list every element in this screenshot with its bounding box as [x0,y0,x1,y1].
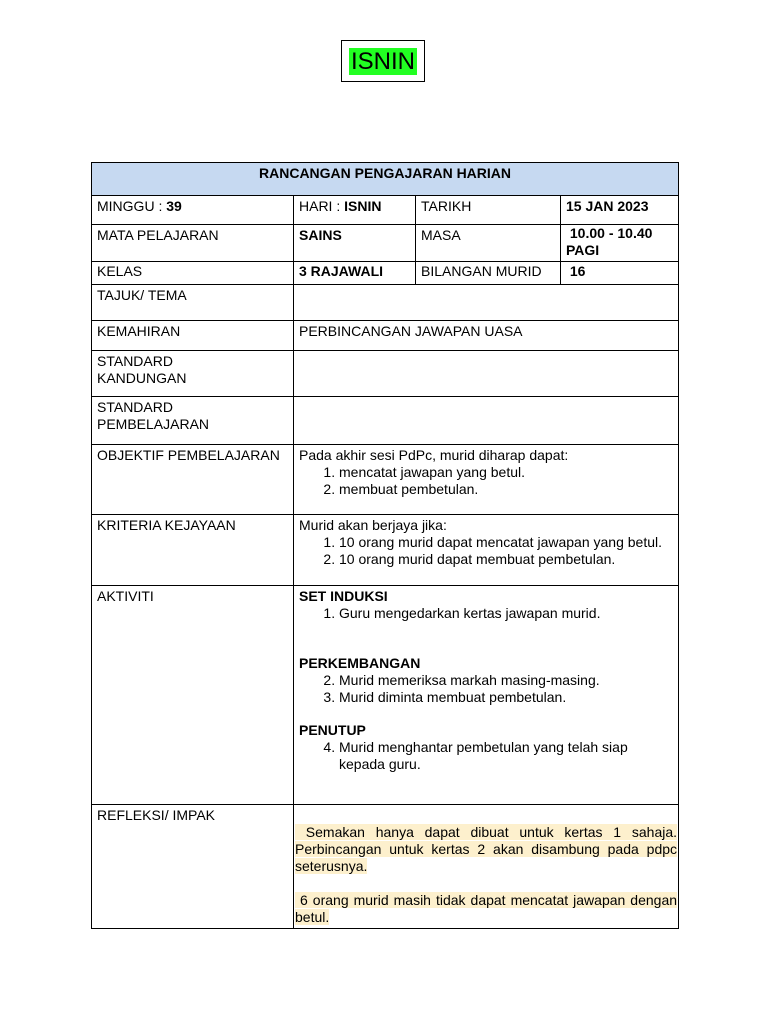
row-kelas [92,262,679,285]
refleksi-label: REFLEKSI/ IMPAK [92,805,294,929]
perkembangan-title: PERKEMBANGAN [299,655,421,671]
row-objektif [92,445,679,515]
day-title-box [341,40,425,82]
row-kemahiran [92,321,679,351]
sk-label-line-1: STANDARD [97,353,173,369]
aktiviti-label: AKTIVITI [92,586,294,805]
kriteria-intro: Murid akan berjaya jika: [299,517,447,533]
objektif-content [294,445,679,515]
kemahiran-value: PERBINCANGAN JAWAPAN UASA [294,321,679,351]
objektif-label: OBJEKTIF PEMBELAJARAN [92,445,294,515]
table-title: RANCANGAN PENGAJARAN HARIAN [92,163,679,196]
kriteria-content [294,515,679,586]
list-item: 2. 10 orang murid dapat membuat pembetulan. [339,551,673,568]
penutup-list [299,739,673,773]
refleksi-text-1: Semakan hanya dapat dibuat untuk kertas 1 sahaja. Perbincangan untuk kertas 2 akan disambung pada pdpc seterusnya. [295,824,678,874]
list-item: 1. 10 orang murid dapat mencatat jawapan yang betul. [339,534,673,551]
tarikh-label: TARIKH [416,196,561,225]
penutup-title: PENUTUP [299,722,366,738]
row-minggu [92,196,679,225]
list-item: 1. mencatat jawapan yang betul. [339,464,673,481]
bilangan-number: 16 [569,263,586,279]
kriteria-label: KRITERIA KEJAYAAN [92,515,294,586]
sk-label [92,351,294,397]
perkembangan-list [299,672,673,706]
sp-label: STANDARD PEMBELAJARAN [92,397,294,445]
masa-label: MASA [416,225,561,262]
objektif-list [299,464,673,498]
list-item: 4. Murid menghantar pembetulan yang telah siap kepada guru. [339,739,673,773]
sk-label-line-2: KANDUNGAN [97,370,187,386]
row-aktiviti [92,586,679,805]
minggu-cell [92,196,294,225]
hari-cell [294,196,416,225]
bilangan-label: BILANGAN MURID [416,262,561,285]
kelas-label: KELAS [92,262,294,285]
lesson-plan-table [91,162,679,929]
masa-period: PAGI [566,242,600,258]
set-induksi-title: SET INDUKSI [299,588,388,604]
minggu-value: 39 [166,198,182,214]
mapel-value: SAINS [294,225,416,262]
masa-value [561,225,679,262]
aktiviti-content [294,586,679,805]
kriteria-list [299,534,673,568]
hari-label: HARI : [299,198,345,214]
refleksi-paragraph-2 [295,892,677,926]
header-row [92,163,679,196]
row-refleksi [92,805,679,929]
kelas-value: 3 RAJAWALI [294,262,416,285]
list-item: 2. Murid memeriksa markah masing-masing. [339,672,673,689]
list-item: 2. membuat pembetulan. [339,481,673,498]
list-item: 3. Murid diminta membuat pembetulan. [339,689,673,706]
refleksi-text-2: 6 orang murid masih tidak dapat mencatat jawapan dengan betul. [295,892,678,925]
sp-value [294,397,679,445]
minggu-label: MINGGU : [97,198,167,214]
bilangan-value [561,262,679,285]
row-standard-kandungan [92,351,679,397]
list-item: 1. Guru mengedarkan kertas jawapan murid. [339,605,673,622]
tajuk-value [294,285,679,321]
objektif-intro: Pada akhir sesi PdPc, murid diharap dapat: [299,447,569,463]
tarikh-value: 15 JAN 2023 [561,196,679,225]
kemahiran-label: KEMAHIRAN [92,321,294,351]
mapel-label: MATA PELAJARAN [92,225,294,262]
day-title: ISNIN [350,47,415,75]
hari-value: ISNIN [344,198,382,214]
masa-time: 10.00 - 10.40 [569,225,653,241]
row-mata-pelajaran [92,225,679,262]
tajuk-label: TAJUK/ TEMA [92,285,294,321]
row-kriteria [92,515,679,586]
set-induksi-list [299,605,673,622]
row-tajuk [92,285,679,321]
refleksi-content [294,805,679,929]
sk-value [294,351,679,397]
refleksi-paragraph-1 [295,824,677,875]
row-standard-pembelajaran [92,397,679,445]
